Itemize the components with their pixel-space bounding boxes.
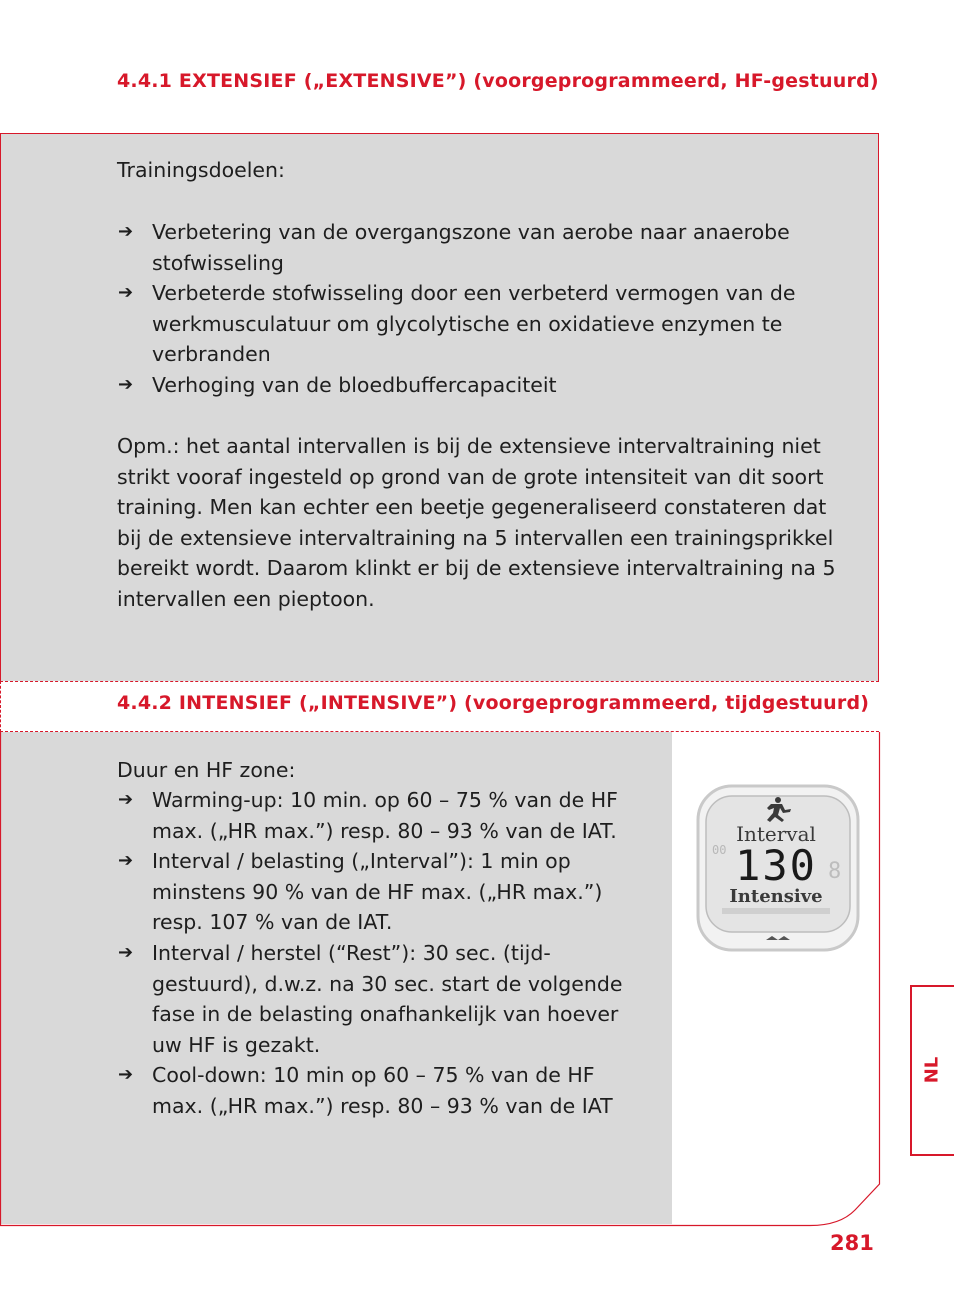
list-item [117,1060,637,1121]
arrow-right-icon: ➔ [118,1064,134,1086]
arrow-right-icon: ➔ [118,373,134,395]
goals-list [117,217,817,401]
item-text: Cool-down: 10 min op 60 – 75 % van de HF max. („HR max.”) resp. 80 – 93 % van de IAT [152,1063,613,1118]
duration-list [117,785,637,1122]
duration-label: Duur en HF zone: [117,758,296,782]
arrow-right-icon: ➔ [118,789,134,810]
section-title-extensief: 4.4.1 EXTENSIEF („EXTENSIVE”) (voorgeprogrammeerd, HF-gestuurd) [117,70,879,92]
goal-text: Verbeterde stofwisseling door een verbeterd vermogen van de werkmusculatuur om glycolytische en oxidatieve enzymen te verbranden [152,281,796,367]
list-item [117,370,817,401]
item-text: Interval / belasting („Interval”): 1 min op minstens 90 % van de HF max. („HR max.”) resp. 107 % van de IAT. [152,849,603,935]
watch-value: 130 [735,841,817,890]
watch-mode-label: Interval [736,822,816,846]
watch-right-ghost: 8 [828,859,842,884]
page-number: 281 [830,1231,874,1255]
arrow-right-icon: ➔ [118,941,134,963]
list-item [117,217,817,278]
watch-display [692,782,864,954]
arrow-right-icon: ➔ [118,282,134,304]
watch-left-ghost: 00 [712,843,727,857]
note-paragraph: Opm.: het aantal intervallen is bij de extensieve intervaltraining niet strikt vooraf ingesteld op grond van de grote intensiteit van dit soort training. Men kan echter een beetje gegeneraliseerd constateren dat bij de extensieve intervaltraining na 5 intervallen een trainingsprikkel bereikt wordt. Daarom klinkt er bij de extensieve intervaltraining na 5 intervallen een pieptoon. [117,434,836,611]
goal-text: Verbetering van de overgangszone van aerobe naar anaerobe stofwisseling [152,220,790,275]
arrow-right-icon: ➔ [118,221,134,242]
section-title-intensief: 4.4.2 INTENSIEF („INTENSIVE”) (voorgeprogrammeerd, tijdgestuurd) [117,692,870,714]
arrow-right-icon: ➔ [118,850,134,872]
list-item [117,785,637,846]
item-text: Warming-up: 10 min. op 60 – 75 % van de HF max. („HR max.”) resp. 80 – 93 % van de IAT. [152,788,618,843]
panel-border [0,133,1,681]
language-tab-label: NL [921,1056,943,1084]
list-item [117,938,637,1060]
list-item [117,278,817,370]
item-text: Interval / herstel (“Rest”): 30 sec. (tijd-gestuurd), d.w.z. na 30 sec. start de volgende fase in de belasting onafhankelijk van hoever uw HF is gezakt. [152,940,623,1057]
goals-label: Trainingsdoelen: [117,158,285,182]
goal-text: Verhoging van de bloedbuffercapaciteit [152,372,557,397]
list-item [117,846,637,938]
watch-sub-label: Intensive [729,886,823,907]
